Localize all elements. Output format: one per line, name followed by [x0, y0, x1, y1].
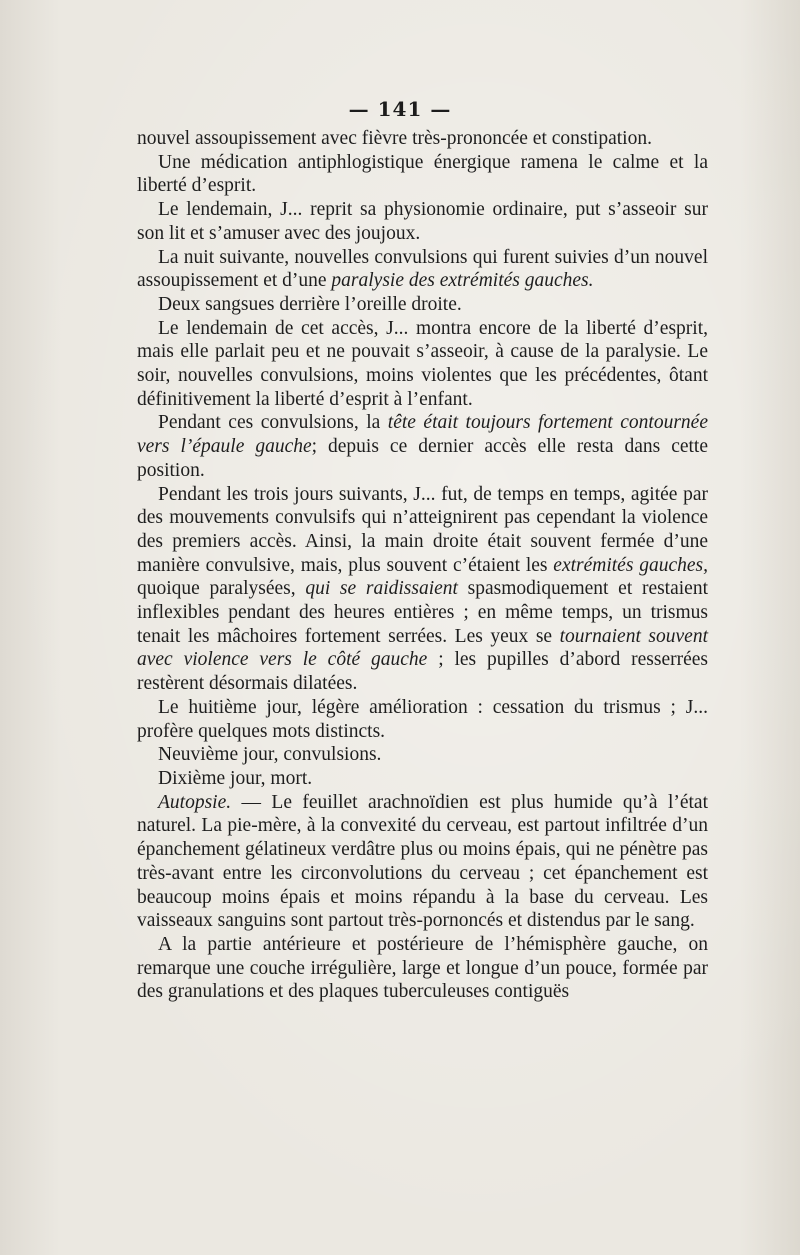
text-run: Le lendemain de cet accès, J... montra encore de la liberté d’esprit, mais elle parlait peu et ne pouvait s’asseoir, à cause de la paralysie. Le soir, nouvelles convulsions, moins violentes que les précédentes, ôtant définitivement la liberté d’esprit à l’enfant. — [137, 317, 708, 410]
paragraph-p7 — [137, 411, 708, 482]
text-run: Pendant les trois jours suivants, J... fut, de temps en temps, agitée par des mouvements convulsifs qui n’atteignirent pas cependant la violence des premiers accès. Ainsi, la main droite était souvent fermée d’une manière convulsive, mais, plus souvent c’étaient les — [137, 483, 708, 576]
text-run: — Le feuillet arachnoïdien est plus humide qu’à l’état naturel. La pie-mère, à la convexité du cerveau, est partout infiltrée d’un épanchement gélatineux verdâtre plus ou moins épais, qui ne pénètre pas très-avant entre les circonvolutions du cerveau ; cet épanchement est beaucoup moins épais et moins répandu à la base du cerveau. Les vaisseaux sanguins sont partout très-pornoncés et distendus par le sang. — [137, 791, 708, 932]
paragraph-p3 — [137, 198, 708, 245]
paragraph-p6 — [137, 317, 708, 412]
italic-text: extrémités gauches, — [553, 554, 708, 576]
italic-text: tête était toujours fortement contournée vers l’épaule gauche — [137, 412, 708, 458]
text-run: spasmodiquement et restaient inflexibles pendant des heures entières ; en même temps, un trismus tenait les mâchoires fortement serrées. Les yeux se — [137, 578, 708, 647]
paragraph-p8 — [137, 483, 708, 696]
paragraph-p11 — [137, 767, 708, 791]
text-run: Neuvième jour, convulsions. — [158, 744, 382, 766]
paragraph-p10 — [137, 743, 708, 767]
paragraph-p13 — [137, 933, 708, 1004]
body-text — [137, 127, 708, 1004]
text-run: Une médication antiphlogistique énergique ramena le calme et la liberté d’esprit. — [137, 151, 708, 197]
text-run: Pendant ces convulsions, la — [158, 412, 388, 434]
italic-text: Autopsie. — [158, 791, 232, 813]
text-run: Le lendemain, J... reprit sa physionomie ordinaire, put s’asseoir sur son lit et s’amuser avec des joujoux. — [137, 199, 708, 244]
text-run: ; les pupilles d’abord resserrées restèrent désormais dilatées. — [137, 649, 708, 695]
italic-text: qui se raidissaient — [305, 578, 458, 600]
text-run: Dixième jour, mort. — [158, 767, 313, 789]
text-run: A la partie antérieure et postérieure de l’hémisphère gauche, on remarque une couche irrégulière, large et longue d’un pouce, formée par des granulations et des plaques tuberculeuses contiguës — [137, 933, 708, 1003]
text-run: nouvel assoupissement avec fièvre très-prononcée et constipation. — [137, 128, 652, 149]
paragraph-p9 — [137, 696, 708, 743]
italic-text: paralysie des extrémités gauches. — [331, 270, 594, 292]
text-run: ; depuis ce dernier accès elle resta dans cette position. — [137, 436, 708, 481]
text-run: Le huitième jour, légère amélioration : cessation du trismus ; J... profère quelques mots distincts. — [137, 696, 708, 742]
paragraph-p4 — [137, 246, 708, 293]
paragraph-p12 — [137, 791, 708, 933]
text-run: Deux sangsues derrière l’oreille droite. — [158, 293, 462, 315]
italic-text: tournaient souvent avec violence vers le côté gauche — [137, 625, 708, 671]
paragraph-p5 — [137, 293, 708, 317]
paragraph-p1 — [137, 127, 708, 151]
page-number: — 141 — — [348, 97, 452, 121]
paragraph-p2 — [137, 151, 708, 198]
text-run: quoique paralysées, — [137, 578, 306, 600]
text-run: La nuit suivante, nouvelles convulsions qui furent suivies d’un nouvel assoupissement et d’une — [137, 246, 708, 292]
